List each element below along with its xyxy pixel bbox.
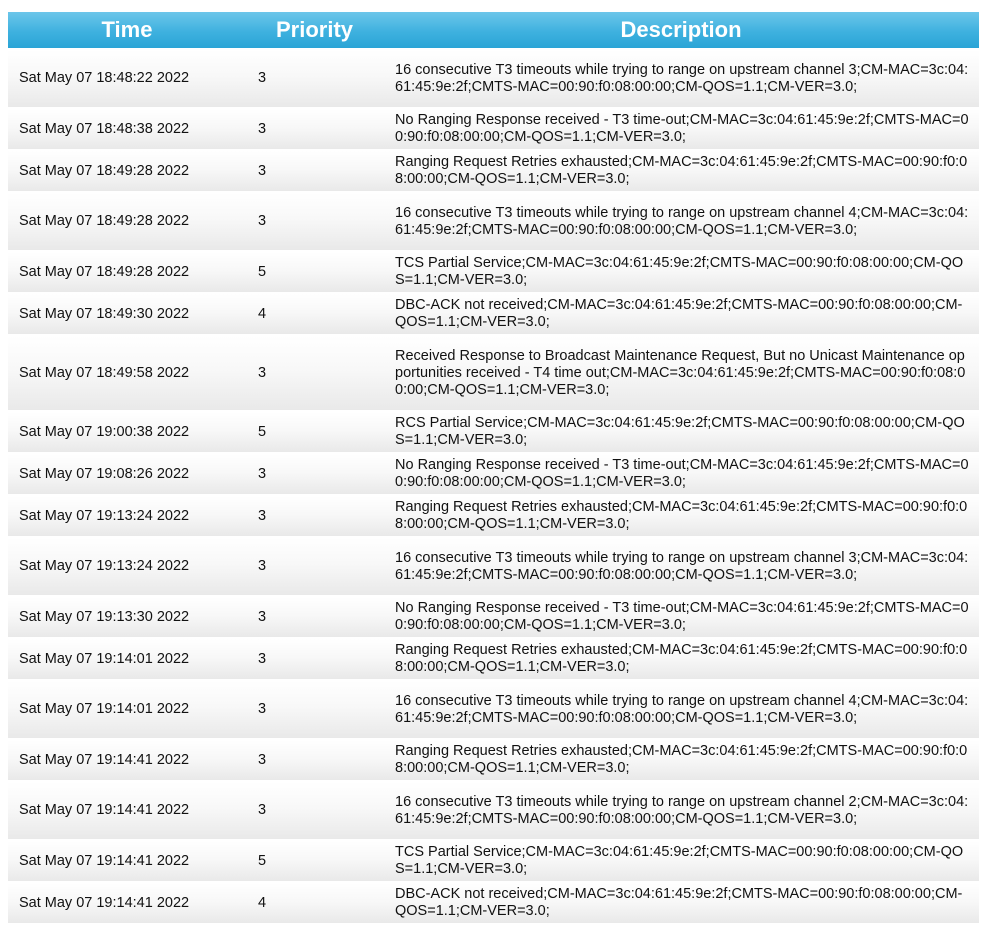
priority-cell: 3 xyxy=(246,681,383,738)
time-cell: Sat May 07 19:08:26 2022 xyxy=(8,454,246,494)
description-cell: 16 consecutive T3 timeouts while trying to range on upstream channel 4;CM-MAC=3c:04:61:45:9e:2f;CMTS-MAC=00:90:f0:08:00:00;CM-QOS=1.1;CM-VER=3.0; xyxy=(383,681,979,738)
description-cell: DBC-ACK not received;CM-MAC=3c:04:61:45:9e:2f;CMTS-MAC=00:90:f0:08:00:00;CM-QOS=1.1;CM-VER=3.0; xyxy=(383,883,979,923)
priority-cell: 3 xyxy=(246,151,383,191)
time-cell: Sat May 07 19:14:41 2022 xyxy=(8,782,246,839)
table-row xyxy=(8,454,979,494)
priority-cell: 4 xyxy=(246,883,383,923)
table-row xyxy=(8,109,979,149)
description-cell: 16 consecutive T3 timeouts while trying to range on upstream channel 3;CM-MAC=3c:04:61:45:9e:2f;CMTS-MAC=00:90:f0:08:00:00;CM-QOS=1.1;CM-VER=3.0; xyxy=(383,538,979,595)
priority-cell: 3 xyxy=(246,740,383,780)
priority-cell: 3 xyxy=(246,538,383,595)
description-cell: TCS Partial Service;CM-MAC=3c:04:61:45:9e:2f;CMTS-MAC=00:90:f0:08:00:00;CM-QOS=1.1;CM-VER=3.0; xyxy=(383,252,979,292)
description-cell: Ranging Request Retries exhausted;CM-MAC=3c:04:61:45:9e:2f;CMTS-MAC=00:90:f0:08:00:00;CM-QOS=1.1;CM-VER=3.0; xyxy=(383,496,979,536)
description-cell: TCS Partial Service;CM-MAC=3c:04:61:45:9e:2f;CMTS-MAC=00:90:f0:08:00:00;CM-QOS=1.1;CM-VER=3.0; xyxy=(383,841,979,881)
priority-cell: 4 xyxy=(246,294,383,334)
description-cell: 16 consecutive T3 timeouts while trying to range on upstream channel 2;CM-MAC=3c:04:61:45:9e:2f;CMTS-MAC=00:90:f0:08:00:00;CM-QOS=1.1;CM-VER=3.0; xyxy=(383,782,979,839)
table-row xyxy=(8,252,979,292)
table-row xyxy=(8,412,979,452)
description-cell: RCS Partial Service;CM-MAC=3c:04:61:45:9e:2f;CMTS-MAC=00:90:f0:08:00:00;CM-QOS=1.1;CM-VER=3.0; xyxy=(383,412,979,452)
time-cell: Sat May 07 18:49:28 2022 xyxy=(8,252,246,292)
time-cell: Sat May 07 19:14:41 2022 xyxy=(8,740,246,780)
table-row xyxy=(8,597,979,637)
priority-cell: 5 xyxy=(246,412,383,452)
time-cell: Sat May 07 19:13:24 2022 xyxy=(8,496,246,536)
description-cell: 16 consecutive T3 timeouts while trying to range on upstream channel 3;CM-MAC=3c:04:61:45:9e:2f;CMTS-MAC=00:90:f0:08:00:00;CM-QOS=1.1;CM-VER=3.0; xyxy=(383,50,979,107)
event-log-table xyxy=(8,10,979,925)
priority-cell: 3 xyxy=(246,639,383,679)
priority-cell: 3 xyxy=(246,454,383,494)
time-cell: Sat May 07 18:49:28 2022 xyxy=(8,193,246,250)
table-row xyxy=(8,841,979,881)
table-row xyxy=(8,538,979,595)
time-cell: Sat May 07 18:49:30 2022 xyxy=(8,294,246,334)
description-cell: Ranging Request Retries exhausted;CM-MAC=3c:04:61:45:9e:2f;CMTS-MAC=00:90:f0:08:00:00;CM-QOS=1.1;CM-VER=3.0; xyxy=(383,151,979,191)
priority-cell: 3 xyxy=(246,50,383,107)
time-cell: Sat May 07 19:13:30 2022 xyxy=(8,597,246,637)
table-row xyxy=(8,50,979,107)
description-cell: Received Response to Broadcast Maintenance Request, But no Unicast Maintenance opportunities received - T4 time out;CM-MAC=3c:04:61:45:9e:2f;CMTS-MAC=00:90:f0:08:00:00;CM-QOS=1.1;CM-VER=3.0; xyxy=(383,336,979,410)
table-row xyxy=(8,151,979,191)
table-row xyxy=(8,681,979,738)
priority-cell: 3 xyxy=(246,336,383,410)
description-cell: No Ranging Response received - T3 time-out;CM-MAC=3c:04:61:45:9e:2f;CMTS-MAC=00:90:f0:08:00:00;CM-QOS=1.1;CM-VER=3.0; xyxy=(383,109,979,149)
description-cell: No Ranging Response received - T3 time-out;CM-MAC=3c:04:61:45:9e:2f;CMTS-MAC=00:90:f0:08:00:00;CM-QOS=1.1;CM-VER=3.0; xyxy=(383,597,979,637)
description-cell: 16 consecutive T3 timeouts while trying to range on upstream channel 4;CM-MAC=3c:04:61:45:9e:2f;CMTS-MAC=00:90:f0:08:00:00;CM-QOS=1.1;CM-VER=3.0; xyxy=(383,193,979,250)
time-cell: Sat May 07 19:13:24 2022 xyxy=(8,538,246,595)
time-cell: Sat May 07 18:48:22 2022 xyxy=(8,50,246,107)
priority-cell: 3 xyxy=(246,597,383,637)
priority-cell: 5 xyxy=(246,841,383,881)
description-cell: DBC-ACK not received;CM-MAC=3c:04:61:45:9e:2f;CMTS-MAC=00:90:f0:08:00:00;CM-QOS=1.1;CM-VER=3.0; xyxy=(383,294,979,334)
column-header-time: Time xyxy=(8,12,246,48)
time-cell: Sat May 07 19:14:41 2022 xyxy=(8,883,246,923)
time-cell: Sat May 07 19:00:38 2022 xyxy=(8,412,246,452)
description-cell: Ranging Request Retries exhausted;CM-MAC=3c:04:61:45:9e:2f;CMTS-MAC=00:90:f0:08:00:00;CM-QOS=1.1;CM-VER=3.0; xyxy=(383,639,979,679)
table-row xyxy=(8,193,979,250)
time-cell: Sat May 07 19:14:01 2022 xyxy=(8,639,246,679)
table-header xyxy=(8,12,979,48)
table-body xyxy=(8,50,979,923)
table-row xyxy=(8,883,979,923)
priority-cell: 3 xyxy=(246,782,383,839)
time-cell: Sat May 07 18:48:38 2022 xyxy=(8,109,246,149)
table-row xyxy=(8,336,979,410)
table-row xyxy=(8,740,979,780)
priority-cell: 3 xyxy=(246,109,383,149)
table-row xyxy=(8,294,979,334)
table-row xyxy=(8,639,979,679)
column-header-description: Description xyxy=(383,12,979,48)
priority-cell: 3 xyxy=(246,496,383,536)
table-row xyxy=(8,782,979,839)
description-cell: Ranging Request Retries exhausted;CM-MAC=3c:04:61:45:9e:2f;CMTS-MAC=00:90:f0:08:00:00;CM-QOS=1.1;CM-VER=3.0; xyxy=(383,740,979,780)
priority-cell: 3 xyxy=(246,193,383,250)
header-row xyxy=(8,12,979,48)
description-cell: No Ranging Response received - T3 time-out;CM-MAC=3c:04:61:45:9e:2f;CMTS-MAC=00:90:f0:08:00:00;CM-QOS=1.1;CM-VER=3.0; xyxy=(383,454,979,494)
time-cell: Sat May 07 19:14:01 2022 xyxy=(8,681,246,738)
time-cell: Sat May 07 18:49:58 2022 xyxy=(8,336,246,410)
time-cell: Sat May 07 19:14:41 2022 xyxy=(8,841,246,881)
table-row xyxy=(8,496,979,536)
column-header-priority: Priority xyxy=(246,12,383,48)
priority-cell: 5 xyxy=(246,252,383,292)
time-cell: Sat May 07 18:49:28 2022 xyxy=(8,151,246,191)
